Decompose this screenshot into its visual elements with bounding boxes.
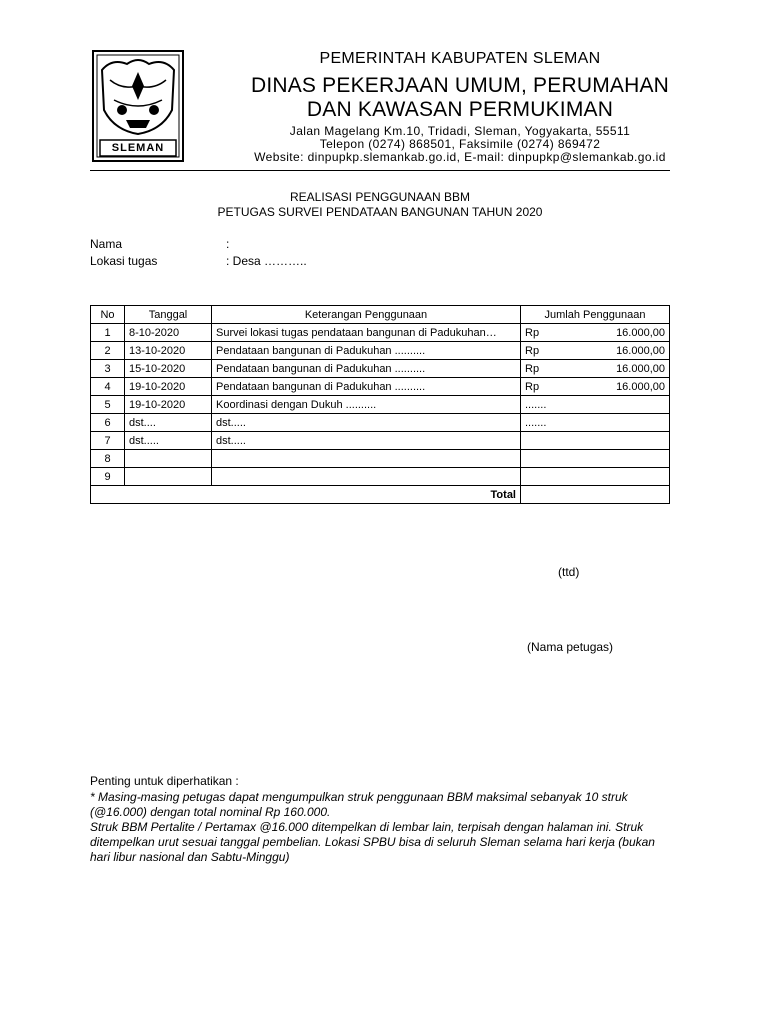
notes-line4: ditempelkan urut sesuai tanggal pembelian. Lokasi SPBU bisa di seluruh Sleman selama hari kerja (bukan [90, 835, 655, 849]
signature-name: (Nama petugas) [527, 640, 614, 654]
header-jumlah: Jumlah Penggunaan [521, 306, 670, 324]
row-tanggal: dst.... [125, 414, 212, 432]
header-government: PEMERINTAH KABUPATEN SLEMAN [319, 50, 601, 67]
row-no: 4 [91, 378, 125, 396]
row-jumlah [521, 432, 670, 450]
header-phone: Telepon (0274) 868501, Faksimile (0274) 869472 [319, 137, 601, 151]
row-currency: ....... [525, 416, 547, 429]
row-tanggal: 19-10-2020 [125, 378, 212, 396]
row-jumlah [521, 324, 670, 342]
row-jumlah [521, 378, 670, 396]
row-currency: ....... [525, 398, 547, 411]
row-keterangan [212, 468, 521, 486]
row-keterangan: Pendataan bangunan di Padukuhan .......... [212, 342, 521, 360]
row-tanggal: 15-10-2020 [125, 360, 212, 378]
row-keterangan: Koordinasi dengan Dukuh .......... [212, 396, 521, 414]
total-value [521, 486, 670, 504]
lokasi-value: : Desa ……….. [226, 254, 307, 268]
document-title: REALISASI PENGGUNAAN BBM [289, 190, 471, 204]
row-tanggal: 8-10-2020 [125, 324, 212, 342]
row-jumlah [521, 360, 670, 378]
header-keterangan: Keterangan Penggunaan [212, 306, 521, 324]
table-row [91, 378, 670, 396]
signature-ttd: (ttd) [558, 565, 580, 579]
total-label: Total [91, 486, 521, 504]
row-no: 3 [91, 360, 125, 378]
table-total-row [91, 486, 670, 504]
table-row [91, 360, 670, 378]
notes-line2: (@16.000) dengan total nominal Rp 160.000. [90, 805, 331, 819]
header-divider [90, 170, 670, 171]
row-no: 9 [91, 468, 125, 486]
row-tanggal [125, 468, 212, 486]
table-row [91, 414, 670, 432]
row-currency: Rp [525, 326, 540, 339]
row-no: 8 [91, 450, 125, 468]
logo-label: SLEMAN [111, 142, 165, 154]
row-amount: 16.000,00 [616, 344, 665, 357]
row-currency: Rp [525, 362, 540, 375]
table-header-row [91, 306, 670, 324]
row-currency: Rp [525, 344, 540, 357]
row-no: 1 [91, 324, 125, 342]
row-amount: 16.000,00 [616, 326, 665, 339]
row-tanggal: 19-10-2020 [125, 396, 212, 414]
table-row [91, 324, 670, 342]
row-jumlah [521, 342, 670, 360]
notes-line3: Struk BBM Pertalite / Pertamax @16.000 ditempelkan di lembar lain, terpisah dengan halaman ini. Struk [90, 820, 644, 834]
header-address: Jalan Magelang Km.10, Tridadi, Sleman, Yogyakarta, 55511 [289, 124, 631, 138]
row-no: 7 [91, 432, 125, 450]
row-no: 5 [91, 396, 125, 414]
notes-line1: * Masing-masing petugas dapat mengumpulkan struk penggunaan BBM maksimal sebanyak 10 struk [90, 790, 628, 804]
header-department-line1: DINAS PEKERJAAN UMUM, PERUMAHAN [250, 74, 670, 97]
row-currency: Rp [525, 380, 540, 393]
row-jumlah [521, 450, 670, 468]
row-tanggal: 13-10-2020 [125, 342, 212, 360]
row-tanggal: dst..... [125, 432, 212, 450]
row-keterangan: dst..... [212, 414, 521, 432]
row-keterangan: Pendataan bangunan di Padukuhan .......... [212, 360, 521, 378]
table-row [91, 468, 670, 486]
table-row [91, 342, 670, 360]
row-no: 2 [91, 342, 125, 360]
header-website: Website: dinpupkp.slemankab.go.id, E-mail: dinpupkp@slemankab.go.id [254, 150, 666, 164]
nama-label: Nama [90, 237, 123, 251]
row-keterangan: Pendataan bangunan di Padukuhan .......... [212, 378, 521, 396]
table-row [91, 432, 670, 450]
row-jumlah [521, 414, 670, 432]
notes-heading: Penting untuk diperhatikan : [90, 774, 239, 788]
document-subtitle: PETUGAS SURVEI PENDATAAN BANGUNAN TAHUN 2020 [217, 205, 543, 219]
row-no: 6 [91, 414, 125, 432]
row-keterangan: Survei lokasi tugas pendataan bangunan di Padukuhan… [212, 324, 521, 342]
row-keterangan [212, 450, 521, 468]
row-tanggal [125, 450, 212, 468]
lokasi-label: Lokasi tugas [90, 254, 158, 268]
table-row [91, 450, 670, 468]
header-tanggal: Tanggal [125, 306, 212, 324]
row-keterangan: dst..... [212, 432, 521, 450]
table-row [91, 396, 670, 414]
sleman-logo [92, 50, 184, 162]
row-jumlah [521, 396, 670, 414]
fuel-usage-table [90, 305, 670, 504]
row-jumlah [521, 468, 670, 486]
row-amount: 16.000,00 [616, 362, 665, 375]
notes-line5: hari libur nasional dan Sabtu-Minggu) [90, 850, 290, 864]
header-department-line2: DAN KAWASAN PERMUKIMAN [306, 98, 614, 121]
row-amount: 16.000,00 [616, 380, 665, 393]
nama-value: : [226, 237, 230, 251]
header-no: No [91, 306, 125, 324]
